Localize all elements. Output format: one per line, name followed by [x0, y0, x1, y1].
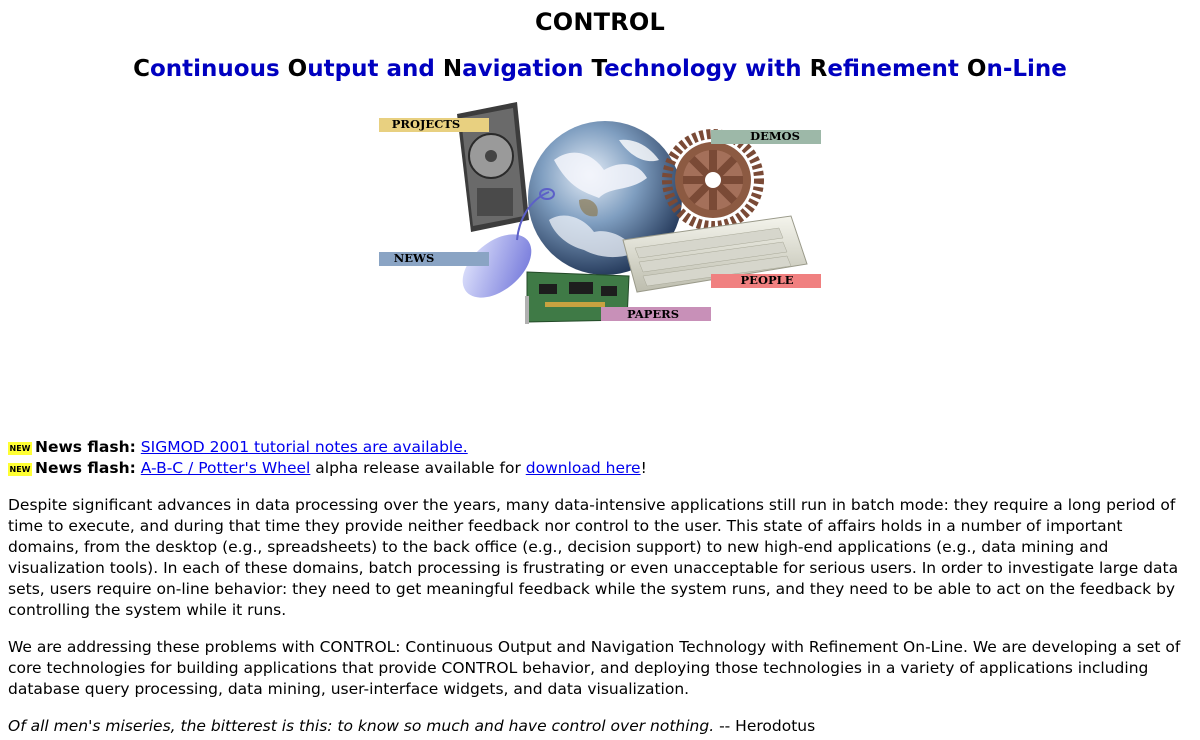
news-flash-label: News flash:	[35, 438, 136, 456]
subtitle-word: avigation	[462, 56, 592, 82]
intro-paragraph: Despite significant advances in data processing over the years, many data-intensive applications still run in batch mode: they require a long period of time to execute, and during that time they provide neither feedback nor control to the user. This state of affairs holds in a number of important domains, from the desktop (e.g., spreadsheets) to the back office (e.g., decision support) to new high-end applications (e.g., data mining and visualization tools). In each of these domains, batch processing is frustrating or even unacceptable for serious users. In order to investigate large data sets, users require on-line behavior: they need to get meaningful feedback while the system runs, and they need to be able to act on the feedback by controlling the system while it runs.	[8, 496, 1179, 619]
news-flash-item	[8, 437, 1192, 458]
sigmod-tutorial-link[interactable]: SIGMOD 2001 tutorial notes are available.	[140, 438, 468, 456]
download-link[interactable]: download here	[525, 459, 641, 477]
news-flash-item	[8, 458, 1192, 479]
subtitle-word: echnology with	[604, 56, 810, 82]
subtitle-initial: N	[442, 56, 463, 82]
news-flash-label: News flash:	[35, 459, 136, 477]
people-link[interactable]: PEOPLE	[740, 273, 794, 287]
news-flash-list	[8, 437, 1192, 479]
subtitle-word: utput and	[307, 56, 443, 82]
gear-icon	[667, 134, 759, 226]
quote-attribution: -- Herodotus	[714, 717, 816, 735]
news-flash-end: !	[640, 459, 647, 477]
potters-wheel-link[interactable]: A-B-C / Potter's Wheel	[140, 459, 311, 477]
subtitle-initial: O	[966, 56, 987, 82]
subtitle-initial: C	[133, 56, 150, 82]
projects-link[interactable]: PROJECTS	[391, 117, 461, 131]
quote	[8, 716, 815, 737]
subtitle-word: efinement	[827, 56, 967, 82]
demos-link[interactable]: DEMOS	[750, 129, 800, 143]
subtitle-initial: R	[809, 56, 828, 82]
subtitle-word: ontinuous	[149, 56, 288, 82]
page-title: CONTROL	[534, 8, 666, 36]
subtitle-initial: O	[287, 56, 308, 82]
page-subtitle	[0, 56, 1200, 82]
navigation-image-map	[379, 100, 821, 328]
quote-text: Of all men's miseries, the bitterest is this: to know so much and have control over nothing.	[8, 717, 715, 735]
new-badge-icon: NEW	[9, 444, 31, 453]
subtitle-initial: T	[591, 56, 605, 82]
approach-paragraph: We are addressing these problems with CONTROL: Continuous Output and Navigation Technology with Refinement On-Line. We are developing a set of core technologies for building applications that provide CONTROL behavior, and deploying those technologies in a variety of applications including database query processing, data mining, user-interface widgets, and data visualization.	[8, 638, 1181, 698]
new-badge-icon: NEW	[9, 465, 31, 474]
subtitle-word: n-Line	[986, 56, 1067, 82]
news-flash-text: alpha release available for	[310, 459, 526, 477]
papers-link[interactable]: PAPERS	[626, 307, 679, 321]
news-link[interactable]: NEWS	[393, 251, 435, 265]
